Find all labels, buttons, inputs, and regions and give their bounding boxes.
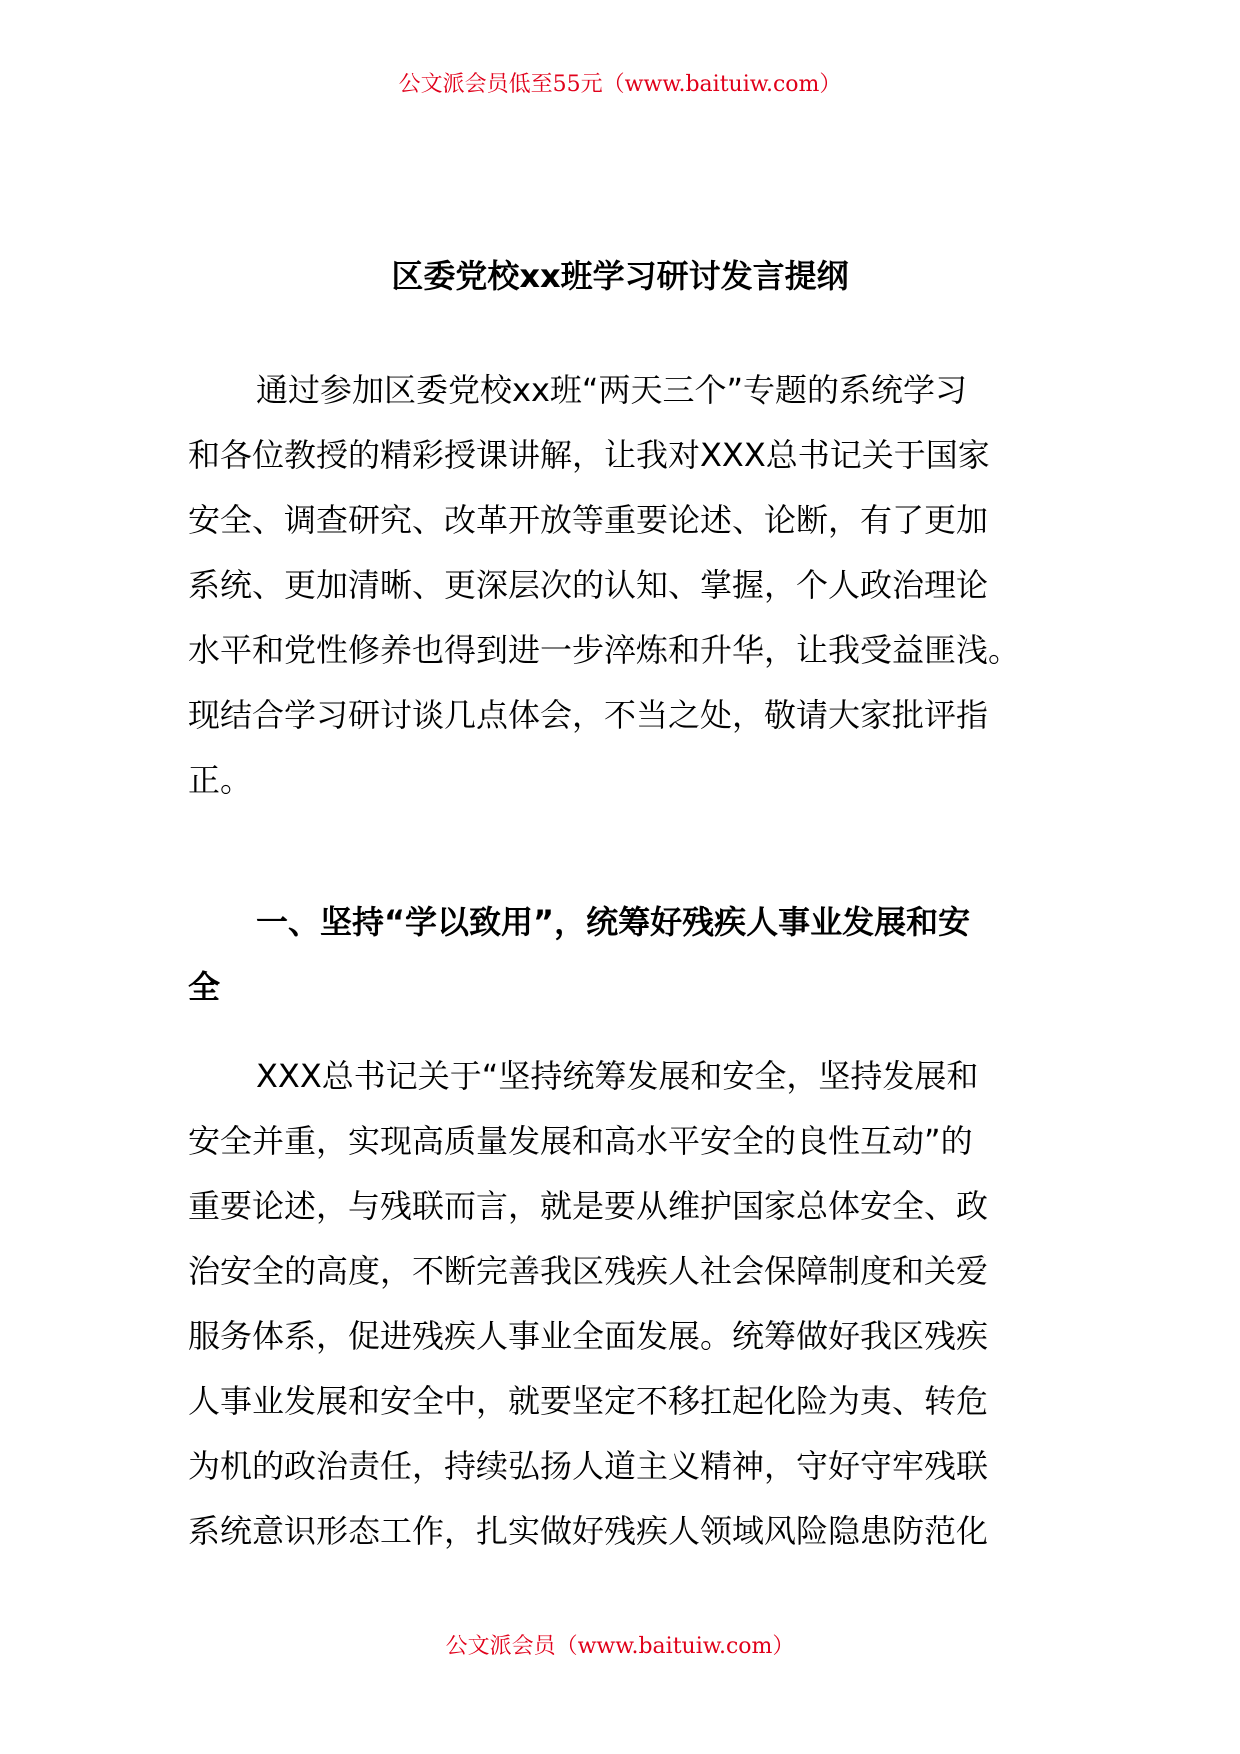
heading-line: 全 bbox=[188, 968, 221, 1006]
paragraph-line: 安全并重，实现高质量发展和高水平安全的良性互动”的 bbox=[188, 1122, 973, 1160]
document-title: 区委党校xx班学习研讨发言提纲 bbox=[391, 257, 849, 295]
paragraph-line: 重要论述，与残联而言，就是要从维护国家总体安全、政 bbox=[188, 1187, 989, 1225]
heading-line: 一、坚持“学以致用”，统筹好残疾人事业发展和安 bbox=[256, 903, 971, 941]
paragraph-line: 系统、更加清晰、更深层次的认知、掌握，个人政治理论 bbox=[188, 566, 989, 604]
paragraph-line: 服务体系，促进残疾人事业全面发展。统筹做好我区残疾 bbox=[188, 1317, 989, 1355]
header-watermark-banner: 公文派会员低至55元（www.baituiw.com） bbox=[398, 72, 842, 97]
paragraph-line: 人事业发展和安全中，就要坚定不移扛起化险为夷、转危 bbox=[188, 1382, 989, 1420]
section-1-heading bbox=[188, 890, 1048, 1020]
paragraph-line: XXX总书记关于“坚持统筹发展和安全，坚持发展和 bbox=[256, 1057, 979, 1095]
paragraph-line: 安全、调查研究、改革开放等重要论述、论断，有了更加 bbox=[188, 501, 989, 539]
paragraph-line: 为机的政治责任，持续弘扬人道主义精神，守好守牢残联 bbox=[188, 1447, 989, 1485]
paragraph-line: 系统意识形态工作，扎实做好残疾人领域风险隐患防范化 bbox=[188, 1512, 989, 1550]
paragraph-line: 通过参加区委党校xx班“两天三个”专题的系统学习 bbox=[256, 371, 968, 409]
intro-paragraph bbox=[188, 358, 1048, 813]
section-1-paragraph bbox=[188, 1044, 1048, 1564]
footer-watermark-banner: 公文派会员（www.baituiw.com） bbox=[445, 1634, 795, 1659]
paragraph-line: 现结合学习研讨谈几点体会，不当之处，敬请大家批评指 bbox=[188, 696, 989, 734]
paragraph-line: 水平和党性修养也得到进一步淬炼和升华，让我受益匪浅。 bbox=[188, 631, 1021, 669]
paragraph-line: 治安全的高度，不断完善我区残疾人社会保障制度和关爱 bbox=[188, 1252, 989, 1290]
paragraph-line: 和各位教授的精彩授课讲解，让我对XXX总书记关于国家 bbox=[188, 436, 990, 474]
paragraph-line: 正。 bbox=[188, 761, 253, 799]
